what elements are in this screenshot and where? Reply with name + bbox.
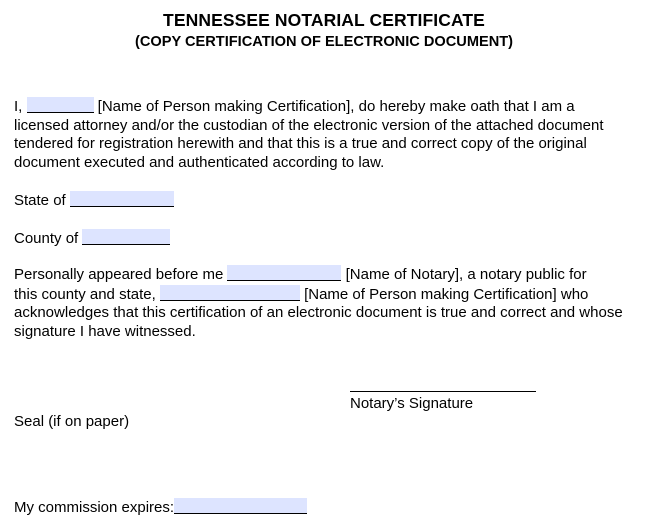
- appearance-text-3: this county and state,: [14, 285, 160, 303]
- appearance-text-4: [Name of Person making Certification] who: [299, 285, 589, 303]
- commission-field[interactable]: [174, 498, 307, 514]
- appearance-paragraph: [14, 265, 639, 341]
- notary-name-field[interactable]: [227, 265, 341, 281]
- document-title: TENNESSEE NOTARIAL CERTIFICATE: [163, 10, 485, 30]
- oath-line-1: [14, 97, 639, 117]
- seal-label: Seal (if on paper): [14, 413, 130, 430]
- commission-label: My commission expires:: [14, 499, 175, 516]
- oath-text-rest: licensed attorney and/or the custodian of the electronic version of the attached document tendered for registration herewith and that this is a true and correct copy of the original document executed and authenticated according to law.: [14, 116, 604, 171]
- county-field[interactable]: [82, 229, 170, 245]
- state-label: State of: [14, 192, 66, 209]
- signature-label: Notary’s Signature: [350, 395, 474, 412]
- appearance-text-2: [Name of Notary], a notary public for: [341, 266, 587, 283]
- certifier-name-field-2[interactable]: [160, 285, 300, 301]
- appearance-text-rest: acknowledges that this certification of an electronic document is true and correct and whose signature I have witnessed.: [14, 304, 623, 340]
- state-row: [14, 191, 174, 210]
- county-label: County of: [14, 230, 79, 247]
- oath-prefix: I,: [14, 98, 23, 115]
- state-field[interactable]: [70, 191, 174, 207]
- county-row: [14, 229, 170, 248]
- appearance-line-2: [14, 285, 639, 305]
- oath-text-line1: [Name of Person making Certification], do hereby make oath that I am a: [93, 98, 575, 115]
- signature-line[interactable]: [350, 391, 536, 392]
- commission-row: [14, 498, 307, 517]
- certifier-name-field[interactable]: [27, 97, 94, 113]
- appearance-line-1: [14, 265, 639, 285]
- oath-paragraph: [14, 97, 639, 172]
- document-subtitle: (COPY CERTIFICATION OF ELECTRONIC DOCUMENT): [134, 34, 514, 50]
- appearance-text-1: Personally appeared before me: [14, 266, 228, 283]
